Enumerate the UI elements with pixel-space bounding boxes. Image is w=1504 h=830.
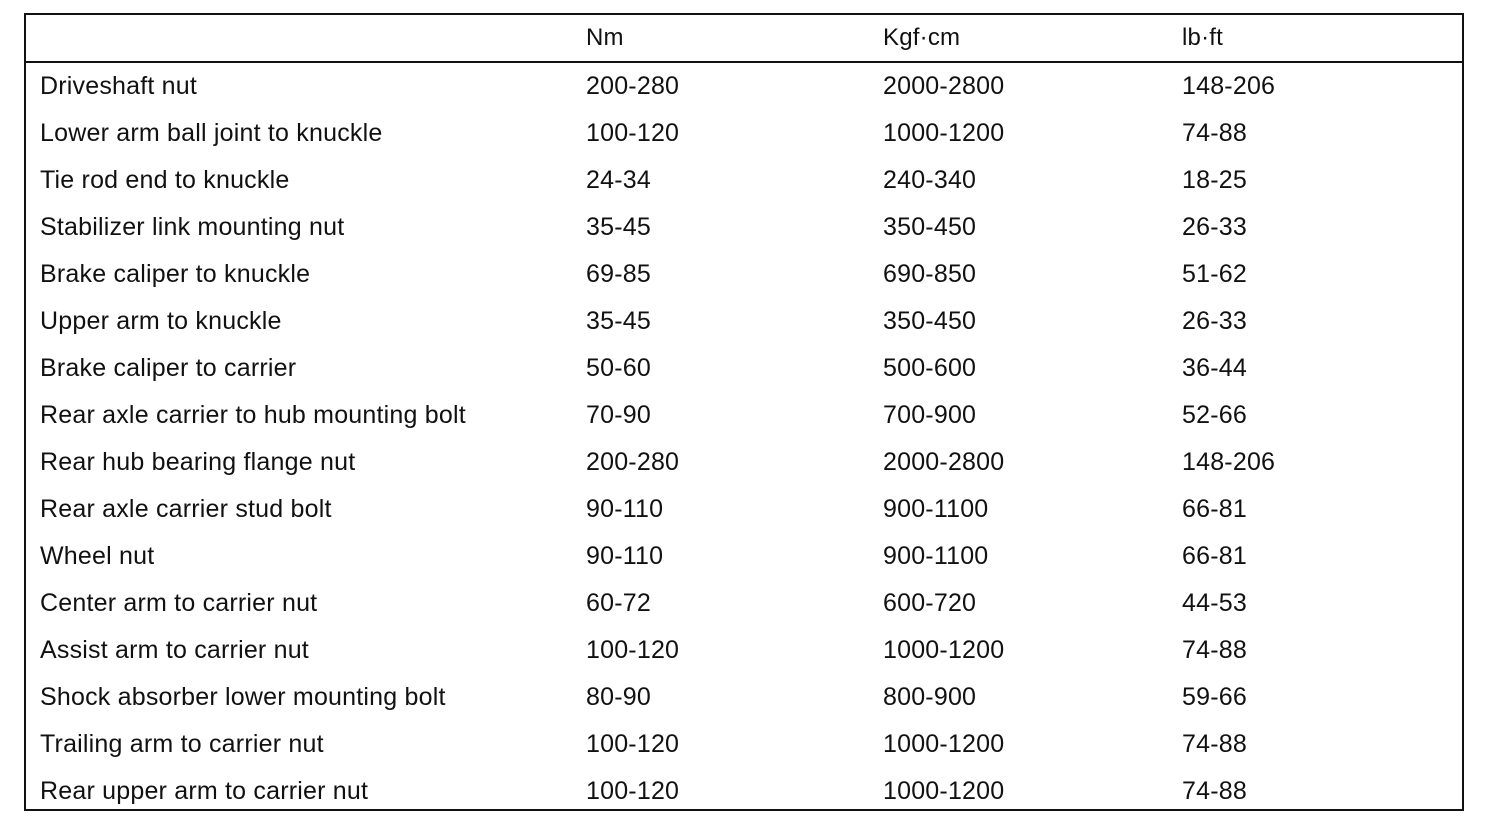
table-row	[26, 674, 1462, 721]
cell-component: Assist arm to carrier nut	[40, 636, 309, 664]
cell-kgf-cm: 690-850	[883, 260, 977, 288]
cell-nm: 35-45	[586, 213, 651, 241]
cell-nm: 200-280	[586, 448, 680, 476]
table-row	[26, 298, 1462, 345]
table-row	[26, 204, 1462, 251]
cell-lb-ft: 26-33	[1182, 307, 1247, 335]
cell-lb-ft: 148-206	[1182, 72, 1276, 100]
cell-lb-ft: 66-81	[1182, 495, 1247, 523]
cell-component: Upper arm to knuckle	[40, 307, 282, 335]
cell-kgf-cm: 240-340	[883, 166, 977, 194]
cell-nm: 50-60	[586, 354, 651, 382]
cell-nm: 90-110	[586, 542, 664, 570]
header-nm: Nm	[586, 24, 624, 51]
cell-kgf-cm: 700-900	[883, 401, 977, 429]
cell-lb-ft: 26-33	[1182, 213, 1247, 241]
cell-lb-ft: 36-44	[1182, 354, 1247, 382]
cell-lb-ft: 51-62	[1182, 260, 1247, 288]
cell-nm: 80-90	[586, 683, 651, 711]
cell-kgf-cm: 2000-2800	[883, 72, 1005, 100]
cell-component: Rear axle carrier to hub mounting bolt	[40, 401, 466, 429]
cell-lb-ft: 74-88	[1182, 119, 1247, 147]
cell-nm: 24-34	[586, 166, 651, 194]
cell-kgf-cm: 800-900	[883, 683, 977, 711]
torque-spec-table	[24, 13, 1464, 811]
cell-component: Wheel nut	[40, 542, 155, 570]
cell-lb-ft: 59-66	[1182, 683, 1247, 711]
cell-component: Brake caliper to carrier	[40, 354, 297, 382]
cell-kgf-cm: 350-450	[883, 307, 977, 335]
cell-component: Rear axle carrier stud bolt	[40, 495, 332, 523]
cell-component: Rear upper arm to carrier nut	[40, 777, 369, 805]
table-header-row	[26, 15, 1462, 63]
table-row	[26, 486, 1462, 533]
cell-nm: 60-72	[586, 589, 651, 617]
table-row	[26, 110, 1462, 157]
cell-lb-ft: 52-66	[1182, 401, 1247, 429]
cell-component: Lower arm ball joint to knuckle	[40, 119, 383, 147]
table-row	[26, 251, 1462, 298]
cell-nm: 100-120	[586, 777, 680, 805]
header-lb-ft: lb·ft	[1182, 24, 1224, 51]
cell-kgf-cm: 1000-1200	[883, 777, 1005, 805]
cell-component: Trailing arm to carrier nut	[40, 730, 324, 758]
cell-component: Driveshaft nut	[40, 72, 198, 100]
cell-component: Rear hub bearing flange nut	[40, 448, 356, 476]
table-body	[26, 63, 1462, 815]
cell-kgf-cm: 900-1100	[883, 495, 989, 523]
table-row	[26, 580, 1462, 627]
table-row	[26, 721, 1462, 768]
cell-kgf-cm: 350-450	[883, 213, 977, 241]
cell-lb-ft: 74-88	[1182, 777, 1247, 805]
header-kgf-cm: Kgf·cm	[883, 24, 961, 51]
cell-nm: 70-90	[586, 401, 651, 429]
table-row	[26, 439, 1462, 486]
cell-kgf-cm: 1000-1200	[883, 636, 1005, 664]
table-row	[26, 392, 1462, 439]
cell-component: Brake caliper to knuckle	[40, 260, 311, 288]
cell-lb-ft: 148-206	[1182, 448, 1276, 476]
cell-component: Center arm to carrier nut	[40, 589, 318, 617]
cell-nm: 69-85	[586, 260, 651, 288]
table-row	[26, 627, 1462, 674]
table-row	[26, 533, 1462, 580]
cell-lb-ft: 66-81	[1182, 542, 1247, 570]
cell-nm: 100-120	[586, 730, 680, 758]
cell-lb-ft: 44-53	[1182, 589, 1247, 617]
cell-kgf-cm: 500-600	[883, 354, 977, 382]
cell-lb-ft: 74-88	[1182, 730, 1247, 758]
table-row	[26, 345, 1462, 392]
cell-nm: 35-45	[586, 307, 651, 335]
cell-nm: 200-280	[586, 72, 680, 100]
cell-lb-ft: 18-25	[1182, 166, 1247, 194]
cell-lb-ft: 74-88	[1182, 636, 1247, 664]
cell-nm: 100-120	[586, 636, 680, 664]
cell-kgf-cm: 900-1100	[883, 542, 989, 570]
cell-kgf-cm: 1000-1200	[883, 119, 1005, 147]
table-row	[26, 157, 1462, 204]
cell-kgf-cm: 600-720	[883, 589, 977, 617]
cell-kgf-cm: 1000-1200	[883, 730, 1005, 758]
cell-kgf-cm: 2000-2800	[883, 448, 1005, 476]
table-row	[26, 63, 1462, 110]
table-row	[26, 768, 1462, 815]
cell-component: Shock absorber lower mounting bolt	[40, 683, 446, 711]
cell-nm: 100-120	[586, 119, 680, 147]
cell-component: Stabilizer link mounting nut	[40, 213, 345, 241]
cell-component: Tie rod end to knuckle	[40, 166, 290, 194]
cell-nm: 90-110	[586, 495, 664, 523]
